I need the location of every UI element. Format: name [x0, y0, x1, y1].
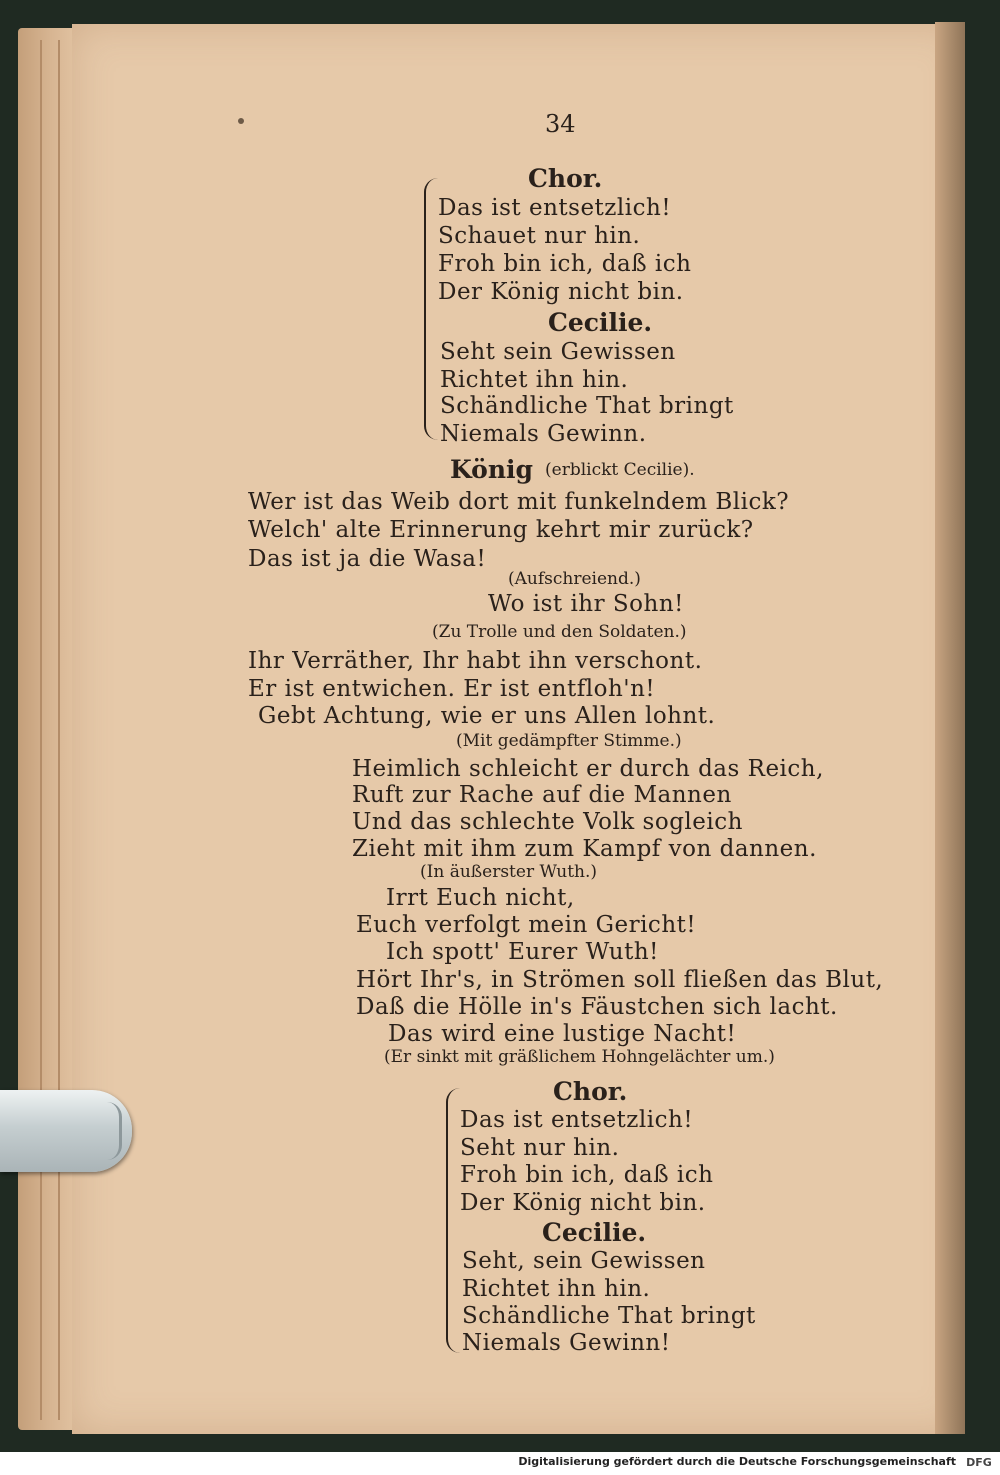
verse-line: Das ist entsetzlich!	[460, 1107, 694, 1133]
verse-line: Richtet ihn hin.	[440, 367, 629, 393]
verse-line: Heimlich schleicht er durch das Reich,	[352, 756, 824, 782]
verse-line: Euch verfolgt mein Gericht!	[356, 912, 697, 938]
verse-line: Der König nicht bin.	[460, 1190, 706, 1216]
verse-line: Das wird eine lustige Nacht!	[388, 1021, 737, 1047]
verse-line: Seht sein Gewissen	[440, 339, 676, 365]
speaker-chor: Chor.	[553, 1077, 628, 1106]
verse-line: Das ist ja die Wasa!	[248, 546, 487, 572]
verse-line: Richtet ihn hin.	[462, 1276, 651, 1302]
stage-direction: (In äußerster Wuth.)	[420, 862, 598, 882]
speaker-chor: Chor.	[528, 164, 603, 193]
speaker-cecilie: Cecilie.	[548, 308, 653, 337]
verse-line: Ich spott' Eurer Wuth!	[386, 939, 659, 965]
page-clip	[0, 1090, 132, 1172]
stage-direction: (Aufschreiend.)	[508, 569, 641, 589]
verse-line: Seht nur hin.	[460, 1135, 620, 1161]
verse-line: Niemals Gewinn.	[440, 421, 647, 447]
stage-direction: (Zu Trolle und den Soldaten.)	[432, 622, 687, 642]
verse-line: Er ist entwichen. Er ist entfloh'n!	[248, 676, 656, 702]
page-number: 34	[545, 110, 576, 138]
verse-line: Der König nicht bin.	[438, 279, 684, 305]
verse-line: Froh bin ich, daß ich	[438, 251, 692, 277]
verse-line: Und das schlechte Volk sogleich	[352, 809, 743, 835]
speaker-koenig: König	[450, 455, 534, 484]
verse-line: Schändliche That bringt	[440, 393, 734, 419]
verse-line: Ruft zur Rache auf die Mannen	[352, 782, 732, 808]
stage-direction: (Er sinkt mit gräßlichem Hohngelächter um.)	[384, 1047, 775, 1067]
speaker-cecilie: Cecilie.	[542, 1218, 647, 1247]
ink-spot	[238, 118, 244, 124]
verse-line: Wer ist das Weib dort mit funkelndem Blick?	[248, 489, 790, 515]
verse-line: Gebt Achtung, wie er uns Allen lohnt.	[258, 703, 716, 729]
brace	[446, 1088, 460, 1353]
dfg-logo: DFG	[966, 1456, 992, 1469]
verse-line: Seht, sein Gewissen	[462, 1248, 706, 1274]
verse-line: Wo ist ihr Sohn!	[488, 591, 684, 617]
brace	[424, 178, 438, 440]
verse-line: Das ist entsetzlich!	[438, 195, 672, 221]
page-stack-edge	[18, 28, 78, 1430]
verse-line: Niemals Gewinn!	[462, 1330, 671, 1356]
footer-bar	[0, 1452, 1000, 1475]
page-edge-line	[58, 40, 60, 1420]
verse-line: Schändliche That bringt	[462, 1303, 756, 1329]
verse-line: Schauet nur hin.	[438, 223, 641, 249]
verse-line: Daß die Hölle in's Fäustchen sich lacht.	[356, 994, 838, 1020]
verse-line: Ihr Verräther, Ihr habt ihn verschont.	[248, 648, 703, 674]
page-gutter	[935, 22, 965, 1434]
verse-line: Froh bin ich, daß ich	[460, 1162, 714, 1188]
verse-line: Irrt Euch nicht,	[386, 885, 575, 911]
verse-line: Zieht mit ihm zum Kampf von dannen.	[352, 836, 817, 862]
footer-credit: Digitalisierung gefördert durch die Deutsche Forschungsgemeinschaft	[518, 1455, 956, 1468]
verse-line: Welch' alte Erinnerung kehrt mir zurück?	[248, 517, 754, 543]
stage-direction: (Mit gedämpfter Stimme.)	[456, 731, 682, 751]
verse-line: Hört Ihr's, in Strömen soll fließen das Blut,	[356, 967, 884, 993]
stage-direction: (erblickt Cecilie).	[545, 460, 695, 480]
page-edge-line	[40, 40, 42, 1420]
